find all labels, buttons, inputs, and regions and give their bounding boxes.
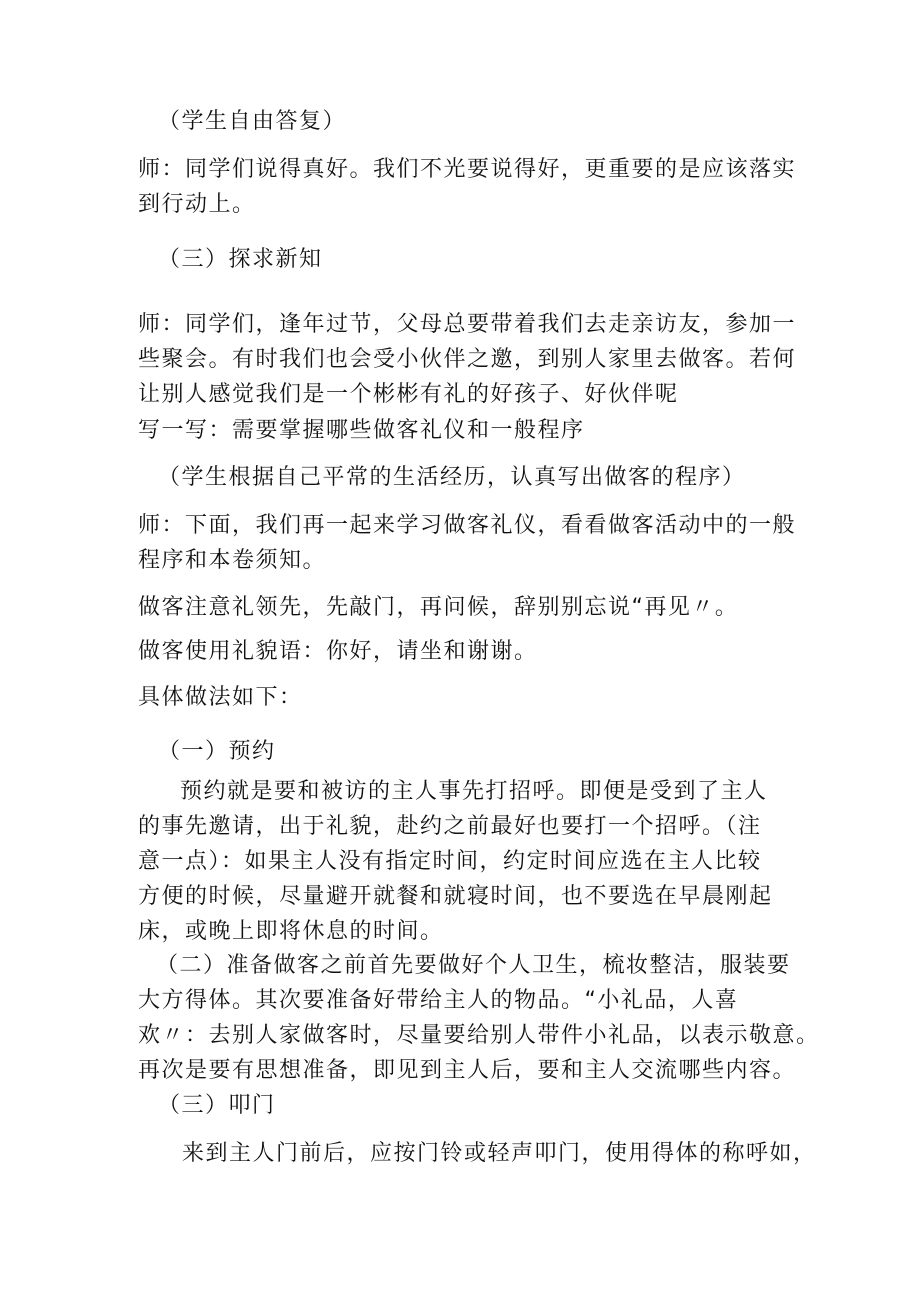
text-line: 让别人感觉我们是一个彬彬有礼的好孩子、好伙伴呢 — [138, 382, 679, 407]
paragraph-student-write — [158, 460, 818, 495]
text-line: 的事先邀请，出于礼貌，赴约之前最好也要打一个招呼。（注 — [138, 814, 762, 839]
text-line: 做客使用礼貌语：你好，请坐和谢谢。 — [138, 639, 538, 664]
text-line: （二）准备做客之前首先要做好个人卫生，梳妆整洁，服装要 — [156, 953, 791, 978]
paragraph-write-task — [138, 413, 798, 448]
paragraph-appointment — [138, 774, 798, 949]
paragraph-polite-words — [138, 634, 798, 669]
text-line: 床，或晚上即将休息的时间。 — [138, 919, 444, 944]
text-line: 做客注意礼领先，先敲门，再问候，辞别别忘说“再见〃。 — [138, 595, 739, 620]
section-heading-appointment — [158, 734, 818, 769]
text-line: 欢〃：去别人家做客时，尽量要给别人带件小礼品，以表示敬意。 — [138, 1023, 820, 1048]
text-line: （三）叩门 — [158, 1093, 276, 1118]
section-heading-knock — [158, 1088, 818, 1123]
paragraph-student-answer — [158, 104, 818, 139]
paragraph-preparation — [138, 948, 820, 1088]
text-line: 师：同学们说得真好。我们不光要说得好，更重要的是应该落实 — [138, 157, 797, 182]
text-line: 来到主人门前后，应按门铃或轻声叩门，使用得体的称呼如， — [182, 1141, 817, 1166]
text-line: （学生自由答复） — [158, 109, 347, 134]
paragraph-etiquette-rule — [138, 590, 798, 625]
text-line: 些聚会。有时我们也会受小伙伴之邀，到别人家里去做客。若何 — [138, 347, 797, 372]
text-line: 师：下面，我们再一起来学习做客礼仪，看看做客活动中的一般 — [138, 513, 797, 538]
text-line: 再次是要有思想准备，即见到主人后，要和主人交流哪些内容。 — [138, 1058, 797, 1083]
section-heading-explore — [158, 242, 818, 277]
paragraph-method-intro — [138, 680, 798, 715]
text-line: 程序和本卷须知。 — [138, 548, 327, 573]
text-line: 意一点）：如果主人没有指定时间，约定时间应选在主人比较 — [138, 849, 762, 874]
text-line: 预约就是要和被访的主人事先打招呼。即便是受到了主人 — [180, 779, 768, 804]
text-line: 大方得体。其次要准备好带给主人的物品。“小礼品，人喜 — [138, 988, 739, 1013]
text-line: 到行动上。 — [138, 192, 256, 217]
text-line: 具体做法如下： — [138, 685, 303, 710]
text-line: （三）探求新知 — [158, 247, 323, 272]
text-line: （学生根据自己平常的生活经历，认真写出做客的程序） — [158, 465, 746, 490]
paragraph-knock — [182, 1136, 842, 1171]
text-line: （一）预约 — [158, 739, 276, 764]
paragraph-teacher-praise — [138, 152, 798, 222]
paragraph-teacher-intro — [138, 307, 798, 412]
text-line: 写一写：需要掌握哪些做客礼仪和一般程序 — [138, 418, 585, 443]
text-line: 师：同学们，逢年过节，父母总要带着我们去走亲访友，参加一 — [138, 312, 797, 337]
text-line: 方便的时候，尽量避开就餐和就寝时间，也不要选在早晨刚起 — [138, 884, 773, 909]
paragraph-teacher-learn — [138, 508, 798, 578]
